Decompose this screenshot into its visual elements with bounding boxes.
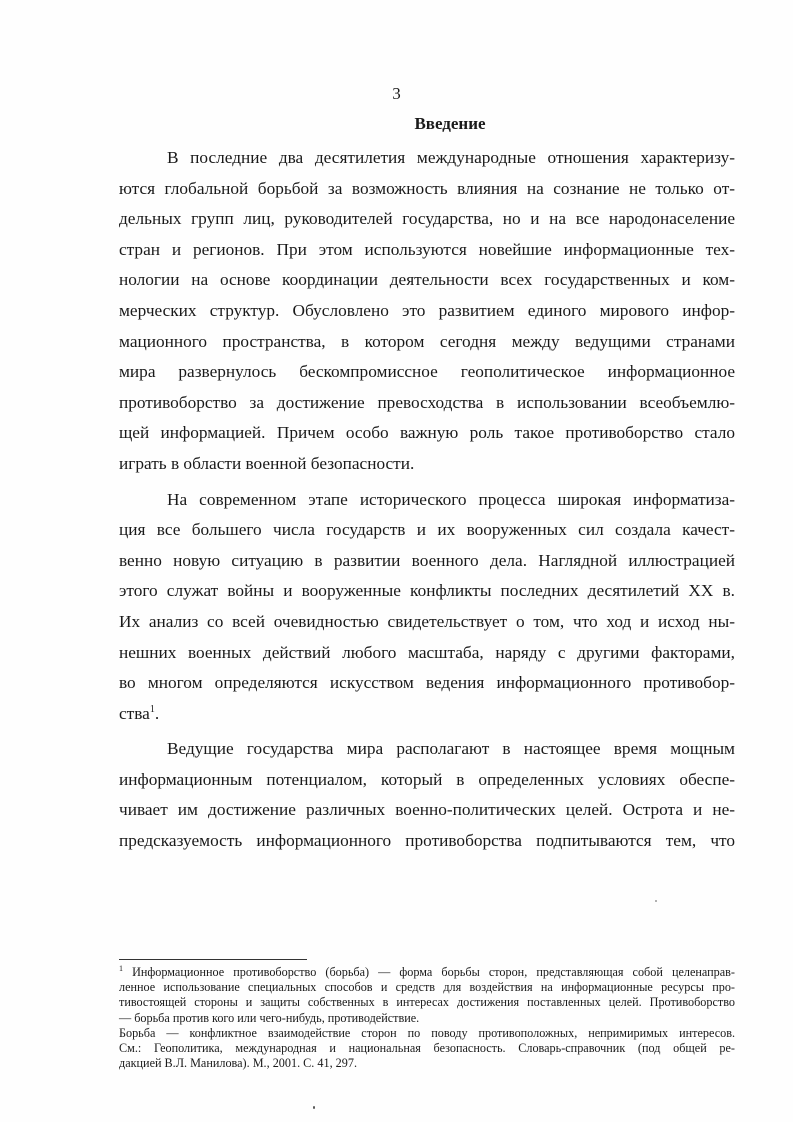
footnote [119, 965, 735, 1071]
paragraph-2-line: этого служат войны и вооруженные конфликты последних десятилетий XX в. [119, 581, 735, 601]
paragraph-3-line: информационным потенциалом, который в определенных условиях обеспе- [119, 769, 735, 789]
footnote-line: — борьба против кого или чего-нибудь, противодействие. [119, 1010, 420, 1025]
paragraph-3-line: чивает им достижение различных военно-политических целей. Острота и не- [119, 800, 735, 820]
paragraph-1-line: стран и регионов. При этом используются новейшие информационные тех- [119, 239, 735, 259]
paragraph-2-line: во многом определяются искусством ведения информационного противобор- [119, 673, 735, 693]
footnote-divider [119, 959, 307, 960]
body-text [119, 143, 735, 857]
paragraph-2-last-line [119, 699, 735, 730]
footnote-line: тивостоящей стороны и защиты собственных в интересах достижения поставленных целей. Противоборство [119, 995, 735, 1010]
footnote-line: См.: Геополитика, международная и национальная безопасность. Словарь-справочник (под общей ре- [119, 1041, 735, 1056]
page-title: Введение [414, 114, 486, 133]
paragraph-1-line: В последние два десятилетия международные отношения характеризу- [167, 148, 735, 167]
paragraph-2-line: ция все большего числа государств и их вооруженных сил создала качест- [119, 520, 735, 540]
footnote-line: Информационное противоборство (борьба) — форма борьбы сторон, представляющая собой целенаправ- [132, 965, 735, 979]
paragraph-2-line: Их анализ со всей очевидностью свидетельствует о том, что ход и исход ны- [119, 611, 735, 631]
paragraph-1-line: мира развернулось бескомпромиссное геополитическое информационное [119, 362, 735, 382]
footnote-reference[interactable]: 1 [149, 703, 155, 715]
paragraph-3-line: предсказуемость информационного противоборства подпитываются тем, что [119, 831, 735, 851]
paragraph-2-line: венно новую ситуацию в развитии военного дела. Наглядной иллюстрацией [119, 550, 735, 570]
paragraph-1-line: щей информацией. Причем особо важную роль такое противоборство стало [119, 423, 735, 443]
paragraph-2-line: ства [119, 703, 150, 723]
paragraph-2-end: . [154, 703, 160, 723]
paragraph-1-line: мерческих структур. Обусловлено это развитием единого мирового инфор- [119, 300, 735, 320]
paragraph-1-line: нологии на основе координации деятельности всех государственных и ком- [119, 270, 735, 290]
footnote-line: дакцией В.Л. Манилова). М., 2001. С. 41, 297. [119, 1056, 357, 1071]
paragraph-1-line: ются глобальной борьбой за возможность влияния на сознание не только от- [119, 178, 735, 198]
footnote-first-line [119, 965, 735, 980]
footnote-mark: 1 [119, 963, 123, 973]
paragraph-1-line: противоборство за достижение превосходства в использовании всеобъемлю- [119, 392, 735, 412]
scan-speck [655, 900, 657, 902]
footnote-line: ленное использование специальных способов и средств для воздействия на информационные ресурсы про- [119, 980, 735, 995]
paragraph-2-line: На современном этапе исторического процесса широкая информатиза- [167, 489, 735, 509]
paragraph-1-line: мационного пространства, в котором сегодня между ведущими странами [119, 331, 735, 351]
paragraph-2-line: нешних военных действий любого масштаба, наряду с другими факторами, [119, 642, 735, 662]
scan-speck [313, 1106, 315, 1109]
footnote-line: Борьба — конфликтное взаимодействие сторон по поводу противоположных, непримиримых интересов. [119, 1025, 735, 1040]
paragraph-3-line: Ведущие государства мира располагают в настоящее время мощным [167, 739, 735, 759]
page-number: 3 [392, 84, 401, 103]
paragraph-1-line: дельных групп лиц, руководителей государства, но и на все народонаселение [119, 209, 735, 229]
paragraph-1-line: играть в области военной безопасности. [119, 453, 415, 473]
